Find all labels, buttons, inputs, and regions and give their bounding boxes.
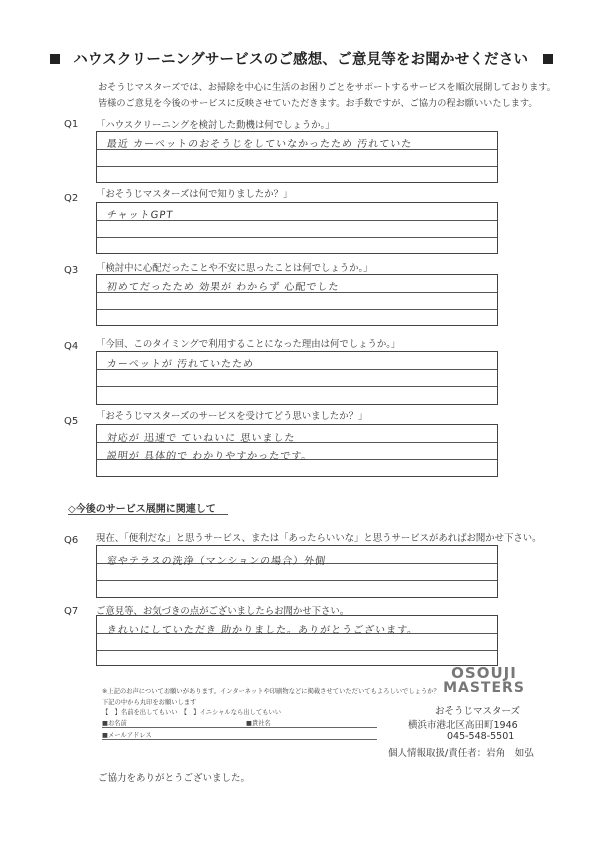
company-name: おそうじマスターズ xyxy=(435,706,521,717)
handwritten-answer: 説明が 具体的で わかりやすかったです。 xyxy=(106,451,313,462)
square-bullet-icon xyxy=(543,54,553,64)
handwritten-answer: 初めてだったため 効果が わからず 心配でした xyxy=(106,282,340,293)
handwritten-answer: 対応が 迅速で ていねいに 思いました xyxy=(106,433,296,444)
handwritten-answer: 最近 カーペットのおそうじをしていなかったため 汚れていた xyxy=(106,139,413,150)
intro-line-1: おそうじマスターズでは、お掃除を中心に生活のお困りごとをサポートするサービスを順次展開しております。 xyxy=(98,82,556,93)
question-number: Q7 xyxy=(64,606,79,617)
question-number: Q6 xyxy=(64,535,79,546)
company-phone: 045-548-5501 xyxy=(447,731,515,742)
question-text: ご意見等、お気づきの点がございましたらお聞かせ下さい。 xyxy=(96,606,350,617)
handwritten-answer: きれいにしていただき 助かりました。ありがとうございます。 xyxy=(106,625,419,636)
question-number: Q5 xyxy=(64,416,79,427)
question-text: 「おそうじマスターズは何で知りましたか？」 xyxy=(96,189,293,200)
answer-box-q3[interactable] xyxy=(96,274,498,326)
logo-text-bottom: MASTERS xyxy=(443,680,525,696)
form-title-text: ハウスクリーニングサービスのご感想、ご意見等をお聞かせください xyxy=(73,52,529,68)
thanks-text: ご協力をありがとうございました。 xyxy=(98,773,251,784)
question-text: 「ハウスクリーニングを検討した動機は何でしょうか。」 xyxy=(96,120,335,131)
question-number: Q4 xyxy=(64,341,79,352)
intro-line-2: 皆様のご意見を今後のサービスに反映させていただきます。お手数ですが、ご協力の程お願いいたします。 xyxy=(98,98,538,109)
company-logo xyxy=(424,664,544,696)
handwritten-answer: チャットGPT xyxy=(106,210,174,221)
answer-box-q2[interactable] xyxy=(96,202,498,254)
answer-box-q1[interactable] xyxy=(96,131,498,183)
answer-box-q7[interactable] xyxy=(96,615,498,666)
answer-box-q4[interactable] xyxy=(96,351,498,405)
question-text: 「今回、このタイミングで利用することになった理由は何でしょうか。」 xyxy=(96,339,401,350)
form-title xyxy=(50,48,560,69)
handwritten-answer: 窓やテラスの洗浄（マンションの場合）外側 xyxy=(106,556,327,567)
question-number: Q2 xyxy=(64,193,79,204)
question-text: 「検討中に心配だったことや不安に思ったことは何でしょうか。」 xyxy=(96,263,373,274)
permission-note-2: 下記の中から丸印をお願いします xyxy=(102,699,197,706)
email-label: ■メールアドレス xyxy=(102,732,152,739)
email-field[interactable] xyxy=(102,739,377,740)
question-text: 現在、「便利だな」と思うサービス、または「あったらいいな」と思うサービスがあればお聞かせ下さい。 xyxy=(96,533,542,544)
question-number: Q3 xyxy=(64,265,79,276)
answer-box-q5[interactable] xyxy=(96,424,498,477)
permission-note: ※上記のお声についてお願いがあります。インターネットや印刷物などに掲載させていただいてもよろしいでしょうか？ xyxy=(102,688,440,695)
answer-box-q6[interactable] xyxy=(96,545,498,598)
logo-text-top: OSOUJI xyxy=(451,664,517,682)
permission-options[interactable]: 【 】名前を出してもいい 【 】イニシャルなら出してもいい xyxy=(102,709,282,716)
privacy-officer: 個人情報取扱/責任者：岩角 如弘 xyxy=(388,748,534,759)
section-underline xyxy=(68,514,228,515)
name-label: ■お名前 xyxy=(102,720,127,727)
company-address: 横浜市港北区高田町1946 xyxy=(408,720,518,731)
question-text: 「おそうじマスターズのサービスを受けてどう思いましたか？」 xyxy=(96,411,368,422)
name-field[interactable] xyxy=(102,727,377,728)
question-number: Q1 xyxy=(64,119,79,130)
section-heading: ◇今後のサービス展開に関連して xyxy=(68,504,216,515)
company-label: ■貴社名 xyxy=(246,720,271,727)
square-bullet-icon xyxy=(50,54,60,64)
handwritten-answer: カーペットが 汚れていたため xyxy=(106,359,255,370)
